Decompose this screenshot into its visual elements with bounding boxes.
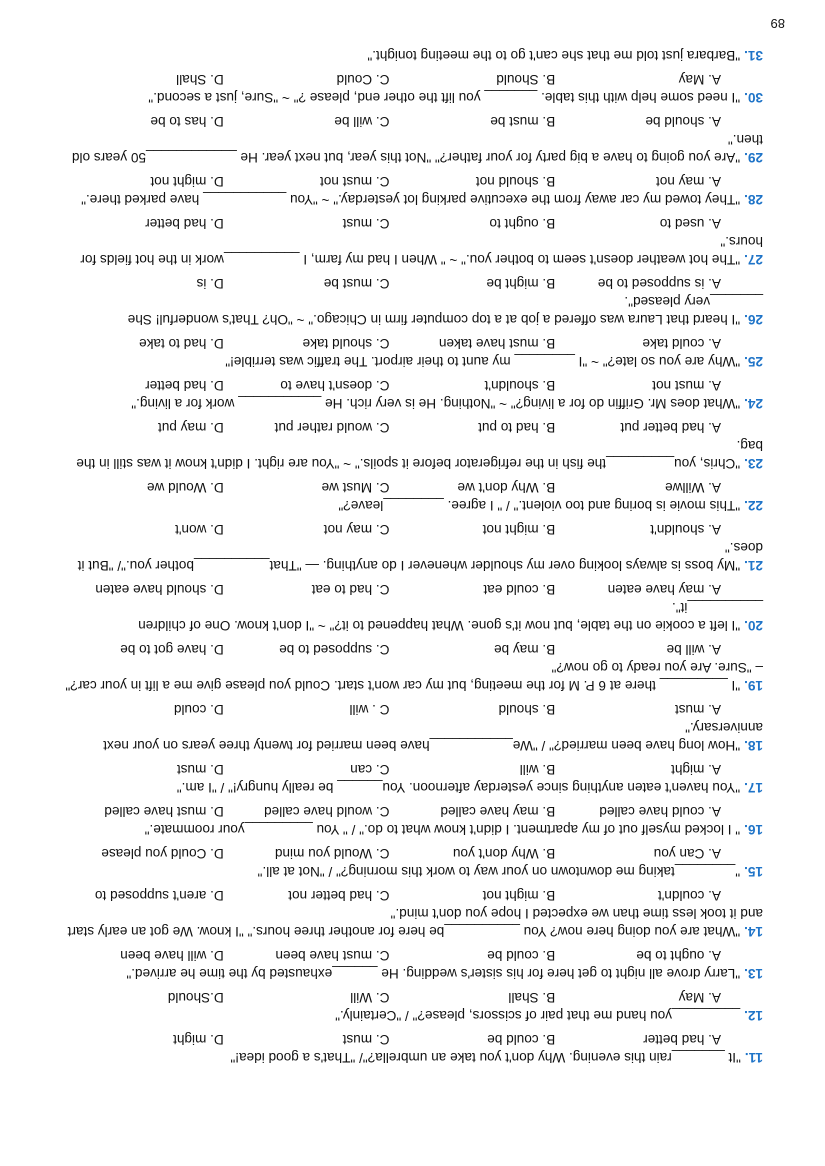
question-text: "They towed my car away from the executive parking lot yesterday." ~ "You ___________ have parked there." — [81, 192, 741, 207]
answer-option: A. could have called — [599, 804, 721, 819]
question-stem — [58, 862, 763, 880]
question-item — [58, 989, 763, 1024]
question-text: "I left a cookie on the table, but now it's gone. What happened to it?" ~ "I don't know. One of children __________it". — [138, 600, 763, 633]
answer-options — [58, 803, 763, 820]
question-item — [58, 173, 763, 208]
answer-option: B. ought to — [489, 216, 556, 231]
question-stem — [58, 394, 763, 412]
question-stem — [58, 658, 763, 694]
answer-options — [58, 761, 763, 778]
answer-option: D. might not — [150, 174, 224, 189]
answer-option: B. might not — [482, 888, 556, 903]
answer-option: B. had to put — [478, 420, 556, 435]
answer-option: C. must not — [319, 174, 390, 189]
answer-option: C. had to eat — [311, 582, 390, 597]
question-number: 12. — [744, 1008, 763, 1023]
answer-option: B. Should — [496, 72, 556, 87]
question-stem — [58, 598, 763, 634]
answer-options — [58, 479, 763, 496]
answer-option: C. Would you mind — [274, 846, 390, 861]
answer-option: B. could be — [487, 1032, 556, 1047]
answer-options — [58, 173, 763, 190]
answer-option: C. can — [350, 762, 390, 777]
answer-option: A. Can you — [653, 846, 721, 861]
question-stem — [58, 352, 763, 370]
answer-option: D. Shall — [176, 72, 224, 87]
answer-option: B. must have taken — [438, 336, 556, 351]
question-item — [58, 215, 763, 268]
question-number: 21. — [744, 558, 763, 573]
question-text: " I locked myself out of my apartment. I didn't know what to do." / " You _________your roommate." — [144, 822, 741, 837]
answer-option: A. shouldn't — [650, 522, 721, 537]
answer-option: D.Should — [167, 990, 224, 1005]
answer-option: C. should take — [302, 336, 390, 351]
answer-option: A. is supposed to be — [597, 276, 721, 291]
answer-option: B. will — [519, 762, 556, 777]
question-number: 25. — [744, 354, 763, 369]
answer-options — [58, 581, 763, 598]
answer-option: D. had better — [145, 378, 224, 393]
answer-option: B. might be — [486, 276, 556, 291]
answer-option: A. couldn't — [657, 888, 721, 903]
answer-option: C. Could — [336, 72, 390, 87]
question-item — [58, 1031, 763, 1066]
answer-option: A. had better — [643, 1032, 721, 1047]
answer-option: C. would rather put — [274, 420, 390, 435]
answer-options — [58, 845, 763, 862]
answer-option: B. may have called — [440, 804, 556, 819]
question-number: 27. — [744, 252, 763, 267]
answer-option: C. doesn't have to — [280, 378, 390, 393]
answer-option: B. may be — [494, 642, 556, 657]
answer-option: A. may have eaten — [607, 582, 721, 597]
question-text: "The hot weather doesn't seem to bother you." ~ " When I had my farm, I __________work in the hot fields for hours." — [80, 234, 763, 267]
answer-option: B. should — [498, 702, 556, 717]
question-number: 23. — [744, 456, 763, 471]
question-number: 16. — [744, 822, 763, 837]
question-text: "This movie is boring and too violent." / " I agree. ________leave?" — [338, 498, 741, 513]
question-text: "I _________ there at 6 P. M for the meeting, but my car won't start. Could you please give me a lift in your car?" – "Sure. Are you ready to go now?" — [65, 660, 763, 693]
answer-option: C. supposed to be — [279, 642, 390, 657]
question-stem — [58, 538, 763, 574]
answer-option: A. must not — [652, 378, 721, 393]
question-number: 31. — [744, 48, 763, 63]
question-stem — [58, 718, 763, 754]
question-stem — [58, 1006, 763, 1024]
question-text: "How long have been married?" / "We___________have been married for twenty three years on your next anniversary." — [103, 720, 763, 753]
answer-option: C. would have called — [264, 804, 390, 819]
answer-option: A. must — [674, 702, 721, 717]
answer-option: B. must be — [490, 114, 556, 129]
answer-option: D. had to take — [139, 336, 224, 351]
answer-option: B. Why don't you — [452, 846, 556, 861]
answer-option: D. could — [173, 702, 224, 717]
answer-option: D. may put — [158, 420, 224, 435]
answer-option: D. has to be — [150, 114, 224, 129]
question-stem — [58, 964, 763, 982]
question-text: "Chris, you_________the fish in the refrigerator before it spoils." ~ "You are right. I didn't know it was still in the bag. — [76, 438, 763, 471]
answer-option: C. must be — [323, 276, 390, 291]
question-item — [58, 641, 763, 694]
question-item — [58, 887, 763, 940]
answer-options — [58, 113, 763, 130]
page-number: 89 — [770, 16, 785, 31]
question-item — [58, 761, 763, 796]
question-text: "I heard that Laura was offered a job at a top computer firm in Chicago." ~ "Oh? That's wonderful! She _______very pleased". — [127, 294, 763, 327]
question-stem — [58, 190, 763, 208]
question-number: 29. — [744, 150, 763, 165]
question-item — [58, 46, 763, 64]
question-item — [58, 275, 763, 328]
answer-option: C. must have been — [275, 948, 390, 963]
answer-option: C. will be — [334, 114, 390, 129]
question-item — [58, 581, 763, 634]
question-text: "Barbara just told me that she can't go to the meeting tonight." — [367, 48, 741, 63]
question-stem — [58, 232, 763, 268]
answer-option: D. Could you please — [101, 846, 224, 861]
question-number: 13. — [744, 966, 763, 981]
answer-options — [58, 887, 763, 904]
question-item — [58, 701, 763, 754]
answer-option: D. is — [196, 276, 224, 291]
answer-options — [58, 701, 763, 718]
answer-option: A. may not — [656, 174, 721, 189]
question-stem — [58, 46, 763, 64]
answer-option: A. Willwe — [665, 480, 721, 495]
question-text: _________you hand me that pair of scissors, please?" / "Certainly." — [335, 1008, 741, 1023]
question-item — [58, 845, 763, 880]
question-number: 20. — [744, 618, 763, 633]
question-stem — [58, 130, 763, 166]
answer-option: C. Must we — [321, 480, 390, 495]
question-number: 22. — [744, 498, 763, 513]
answer-options — [58, 1031, 763, 1048]
answer-option: A. could take — [642, 336, 721, 351]
question-number: 17. — [744, 780, 763, 795]
answer-option: A. had better put — [620, 420, 721, 435]
answer-option: D. should have eaten — [95, 582, 224, 597]
answer-option: C. had better not — [288, 888, 390, 903]
question-number: 26. — [744, 312, 763, 327]
question-stem — [58, 778, 763, 796]
answer-option: A. May — [678, 990, 721, 1005]
answer-options — [58, 419, 763, 436]
answer-option: A. will be — [666, 642, 721, 657]
answer-options — [58, 215, 763, 232]
question-text: "You haven't eaten anything since yesterday afternoon. You______ be really hungry!" / "I am." — [176, 780, 741, 795]
answer-option: D. must — [176, 762, 224, 777]
question-stem — [58, 820, 763, 838]
answer-option: A. May — [678, 72, 721, 87]
answer-options — [58, 71, 763, 88]
answer-option: C. must — [342, 216, 390, 231]
answer-option: C. Will — [350, 990, 390, 1005]
answer-option: D. must have called — [104, 804, 224, 819]
question-stem — [58, 436, 763, 472]
question-text: "Why are you so late?" ~ "I ________ my aunt to their airport. The traffic was terrible!" — [225, 354, 741, 369]
answer-option: D. had better — [145, 216, 224, 231]
question-stem — [58, 496, 763, 514]
question-item — [58, 521, 763, 574]
question-text: "My boss is always looking over my shoulder whenever I do anything. — "That__________bother you."/ "But it does." — [77, 540, 763, 573]
question-item — [58, 419, 763, 472]
question-text: "Are you going to have a big party for your father?" "Not this year, but next year. He ____________50 years old then." — [71, 132, 763, 165]
answer-options — [58, 521, 763, 538]
answer-option: B. could eat — [483, 582, 556, 597]
answer-option: D. will have been — [120, 948, 224, 963]
answer-option: B. shouldn't — [484, 378, 556, 393]
answer-options — [58, 275, 763, 292]
question-number: 28. — [744, 192, 763, 207]
question-number: 14. — [744, 924, 763, 939]
answer-option: D. might — [173, 1032, 224, 1047]
answer-options — [58, 377, 763, 394]
question-stem — [58, 88, 763, 106]
question-item — [58, 479, 763, 514]
question-text: "________taking me downtown on your way to work this morning?" / "Not at all." — [257, 864, 741, 879]
answer-option: B. Shall — [508, 990, 556, 1005]
question-number: 30. — [744, 90, 763, 105]
answer-option: C. must — [342, 1032, 390, 1047]
question-item — [58, 803, 763, 838]
answer-option: A. used to — [659, 216, 721, 231]
answer-option: B. Why don't we — [457, 480, 556, 495]
answer-option: D. Would we — [146, 480, 224, 495]
answer-option: B. could be — [487, 948, 556, 963]
question-number: 24. — [744, 396, 763, 411]
answer-option: A. might — [671, 762, 721, 777]
answer-option: D. have got to be — [120, 642, 224, 657]
answer-option: A. should be — [645, 114, 721, 129]
answer-option: B. should not — [475, 174, 556, 189]
question-stem — [58, 1048, 763, 1066]
question-text: "Larry drove all night to get here for his sister's wedding. He ______exhausted by the time he arrived." — [126, 966, 741, 981]
answer-option: D. aren't supposed to — [94, 888, 224, 903]
question-number: 11. — [744, 1050, 763, 1065]
question-list — [58, 39, 763, 1066]
question-number: 19. — [744, 678, 763, 693]
question-text: "I need some help with this table. _______ you lift the other end, please ?" ~ "Sure, just a second." — [148, 90, 741, 105]
answer-options — [58, 989, 763, 1006]
question-number: 15. — [744, 864, 763, 879]
question-stem — [58, 292, 763, 328]
answer-option: C . will — [349, 702, 390, 717]
answer-options — [58, 335, 763, 352]
question-item — [58, 113, 763, 166]
question-text: "What does Mr. Griffin do for a living?" ~ "Nothing. He is very rich. He ___________ work for a living." — [131, 396, 741, 411]
question-item — [58, 947, 763, 982]
question-number: 18. — [744, 738, 763, 753]
answer-options — [58, 641, 763, 658]
answer-option: B. might not — [482, 522, 556, 537]
question-item — [58, 335, 763, 370]
answer-option: A. ought to be — [636, 948, 721, 963]
question-item — [58, 71, 763, 106]
answer-option: C. may not — [323, 522, 390, 537]
question-text: "What are you doing here now? You __________be here for another three hours." "I know. We got an early start and it took less time than we expected I hope you don't mind." — [67, 906, 763, 939]
answer-option: D. won't — [175, 522, 224, 537]
question-stem — [58, 904, 763, 940]
question-text: "It _______rain this evening. Why don't you take an umbrella?"/ "That's a good idea!" — [230, 1050, 741, 1065]
answer-options — [58, 947, 763, 964]
question-item — [58, 377, 763, 412]
